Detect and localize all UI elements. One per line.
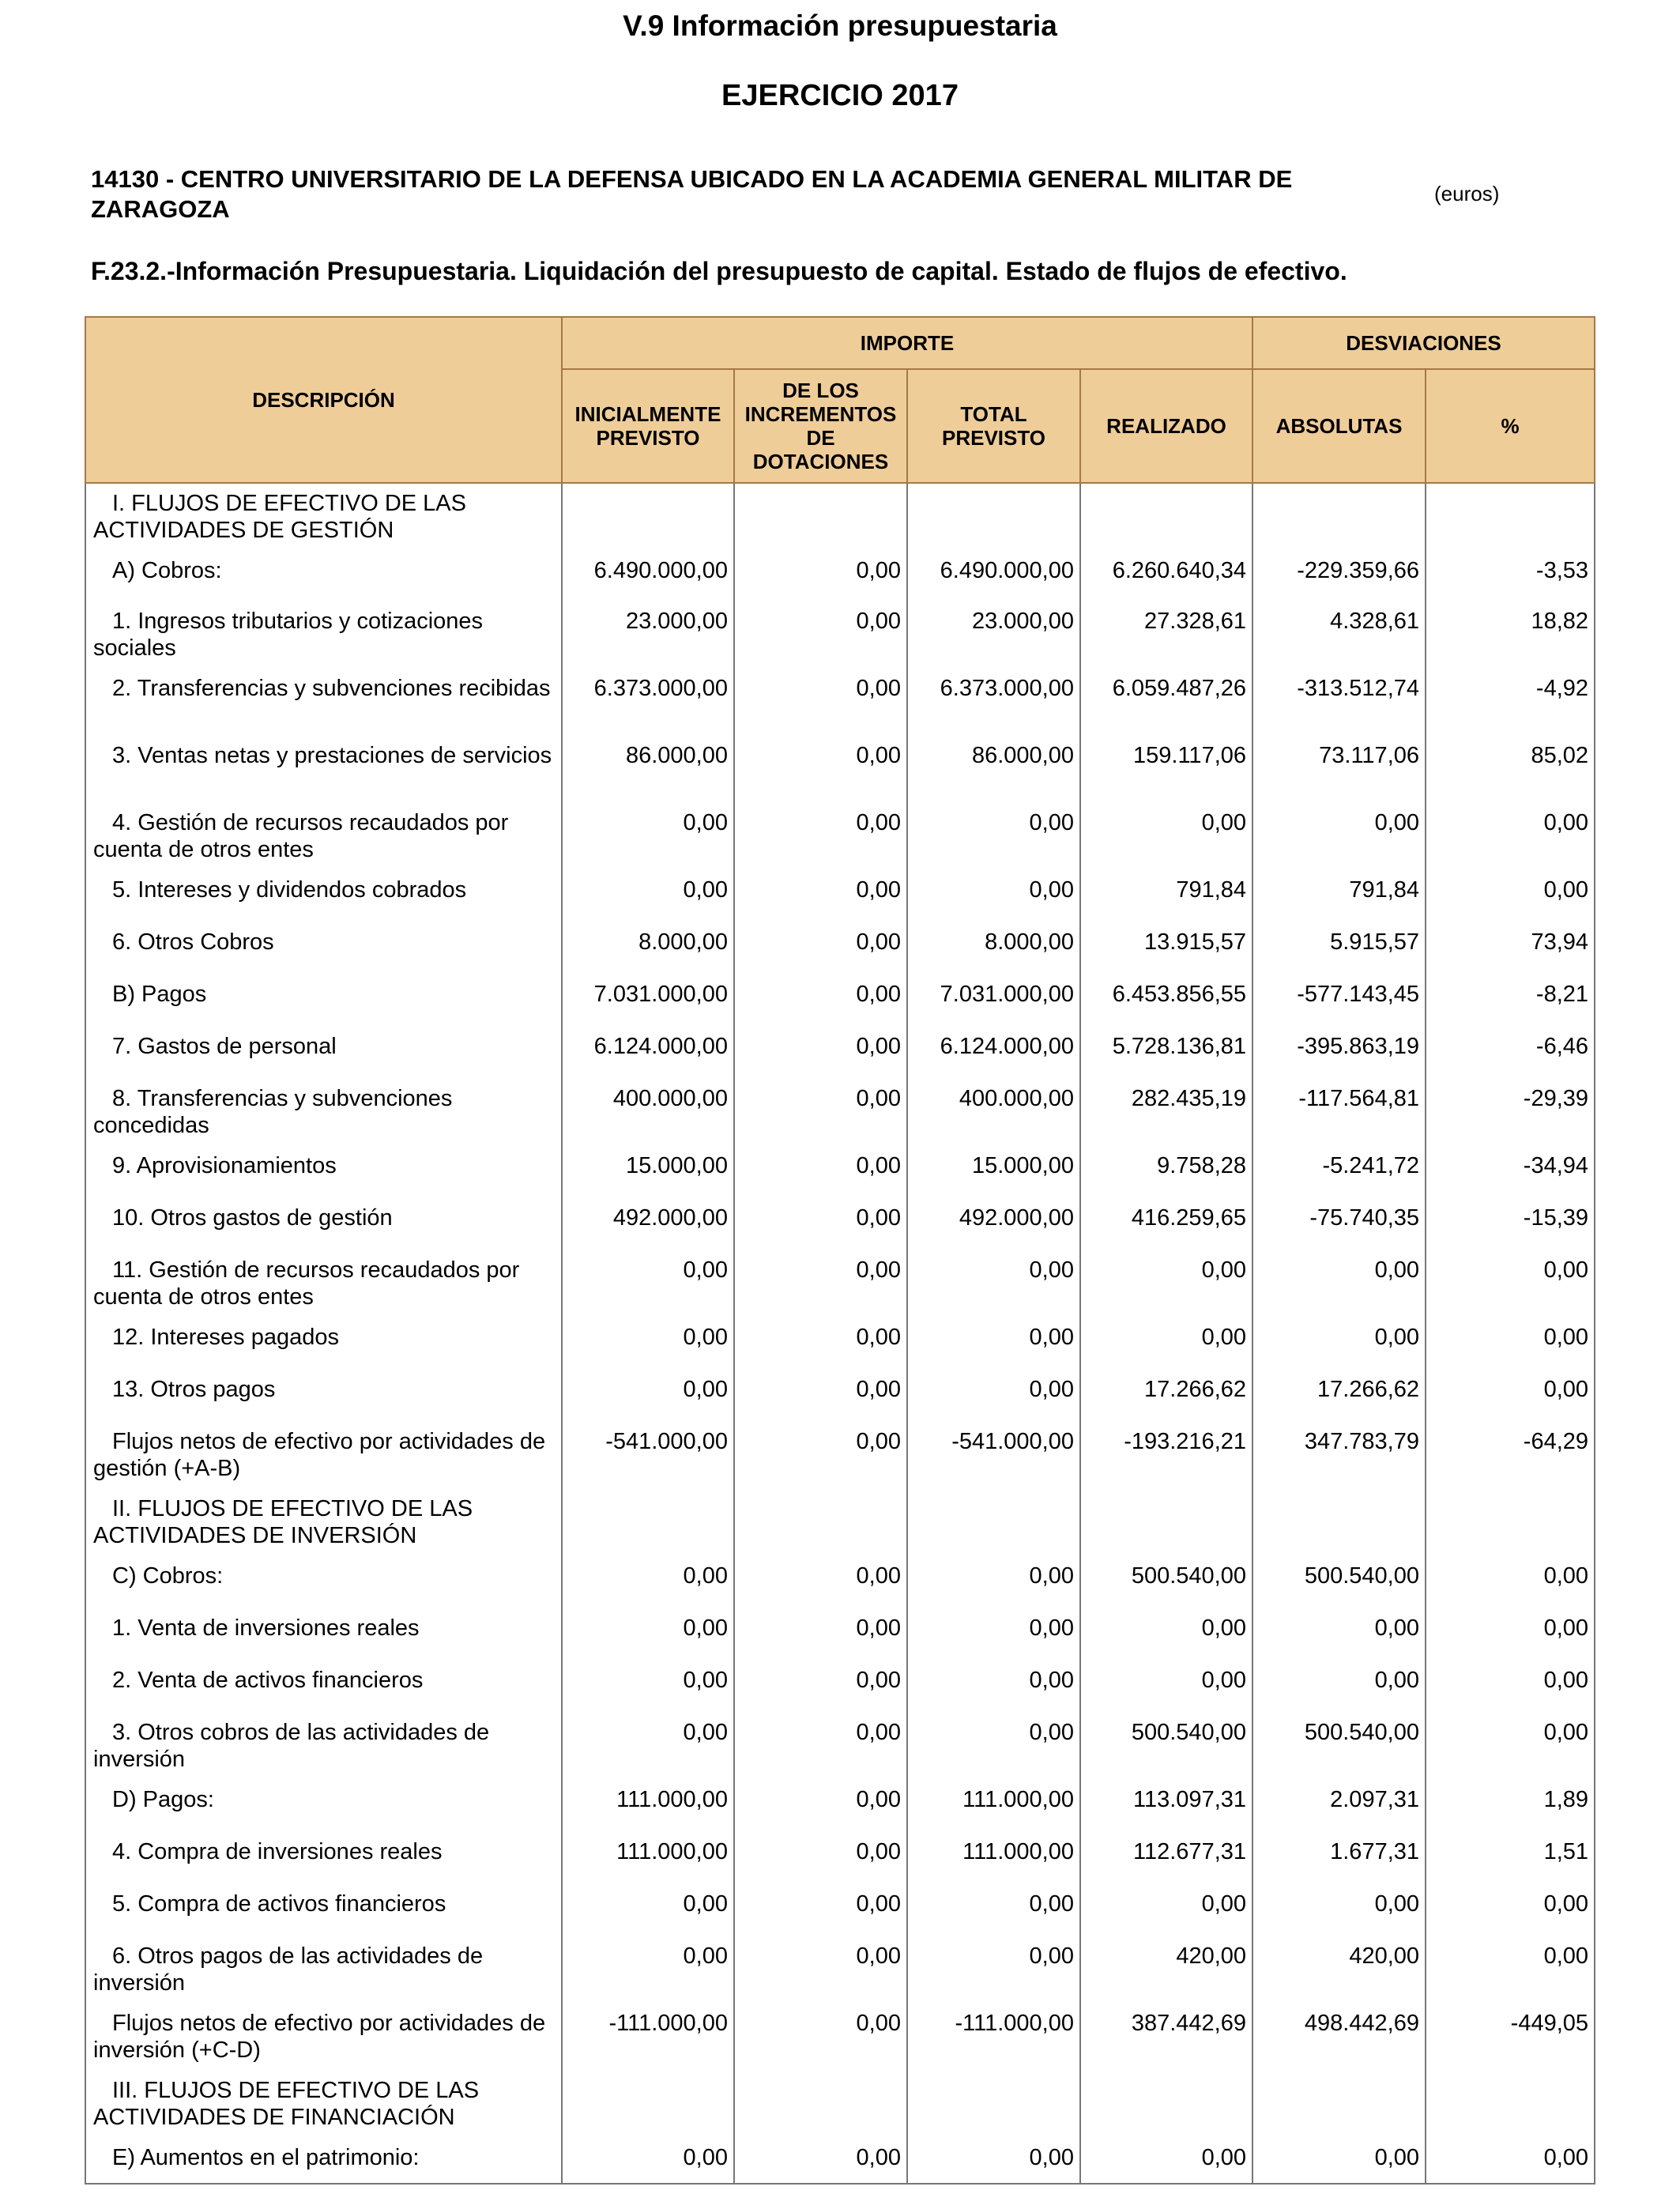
report-subtitle: F.23.2.-Información Presupuestaria. Liquidación del presupuesto de capital. Estado de flujos de efectivo. — [91, 257, 1347, 285]
row-value: 6.124.000,00 — [562, 1027, 734, 1079]
row-value: 0,00 — [562, 1936, 734, 2004]
row-value: 0,00 — [734, 870, 907, 922]
row-value: 0,00 — [562, 803, 734, 870]
row-value: 7.031.000,00 — [907, 974, 1080, 1027]
row-value: -15,39 — [1426, 1198, 1595, 1250]
row-value: 17.266,62 — [1252, 1370, 1426, 1422]
header-importe: IMPORTE — [562, 317, 1252, 369]
row-value: 0,00 — [1252, 803, 1426, 870]
row-value: 23.000,00 — [562, 601, 734, 669]
row-value: 5.728.136,81 — [1080, 1027, 1252, 1079]
row-value: -3,53 — [1426, 551, 1595, 601]
row-description: 5. Compra de activos financieros — [85, 1884, 562, 1936]
row-value: 0,00 — [907, 1250, 1080, 1318]
row-value: 0,00 — [907, 1713, 1080, 1780]
row-value: -75.740,35 — [1252, 1198, 1426, 1250]
row-value: 791,84 — [1080, 870, 1252, 922]
row-value: 0,00 — [1426, 1250, 1595, 1318]
table-row — [85, 2071, 1595, 2138]
row-value: 8.000,00 — [562, 922, 734, 974]
row-description: A) Cobros: — [85, 551, 562, 601]
row-value: 500.540,00 — [1080, 1713, 1252, 1780]
row-value: 23.000,00 — [907, 601, 1080, 669]
row-value: 6.373.000,00 — [562, 669, 734, 736]
table-row — [85, 1489, 1595, 1556]
row-value: 0,00 — [1080, 1661, 1252, 1713]
row-value: 500.540,00 — [1252, 1713, 1426, 1780]
table-body — [85, 483, 1595, 2184]
row-value: 0,00 — [907, 1608, 1080, 1661]
row-description: I. FLUJOS DE EFECTIVO DE LAS ACTIVIDADES DE GESTIÓN — [85, 483, 562, 551]
row-value: 0,00 — [1426, 1318, 1595, 1370]
row-value: -29,39 — [1426, 1079, 1595, 1146]
row-value: 113.097,31 — [1080, 1780, 1252, 1832]
row-value: 0,00 — [562, 1370, 734, 1422]
row-value: -449,05 — [1426, 2004, 1595, 2071]
row-value: -34,94 — [1426, 1146, 1595, 1198]
row-description: 5. Intereses y dividendos cobrados — [85, 870, 562, 922]
row-value: -6,46 — [1426, 1027, 1595, 1079]
row-value — [1080, 2071, 1252, 2138]
row-value — [1252, 483, 1426, 551]
row-value: 6.453.856,55 — [1080, 974, 1252, 1027]
row-value: 0,00 — [1252, 1884, 1426, 1936]
row-value: 347.783,79 — [1252, 1422, 1426, 1489]
row-value: 0,00 — [907, 1884, 1080, 1936]
row-value: 0,00 — [734, 1422, 907, 1489]
row-value: 0,00 — [907, 1936, 1080, 2004]
row-value: 0,00 — [734, 736, 907, 803]
row-value: 0,00 — [734, 922, 907, 974]
row-value: 17.266,62 — [1080, 1370, 1252, 1422]
row-value: 8.000,00 — [907, 922, 1080, 974]
row-value: 6.490.000,00 — [907, 551, 1080, 601]
row-value — [562, 1489, 734, 1556]
row-value: 492.000,00 — [562, 1198, 734, 1250]
row-value: 7.031.000,00 — [562, 974, 734, 1027]
row-value: 0,00 — [1080, 1318, 1252, 1370]
row-value: 0,00 — [562, 2138, 734, 2184]
table-row — [85, 1884, 1595, 1936]
row-value: 0,00 — [907, 1318, 1080, 1370]
row-value: 0,00 — [907, 1661, 1080, 1713]
row-value: 420,00 — [1252, 1936, 1426, 2004]
table-row — [85, 1370, 1595, 1422]
row-value: 0,00 — [1252, 2138, 1426, 2184]
row-value: 0,00 — [562, 1608, 734, 1661]
header-total-previsto: TOTAL PREVISTO — [907, 369, 1080, 483]
row-value — [1426, 2071, 1595, 2138]
row-value: 111.000,00 — [562, 1832, 734, 1884]
table-row — [85, 669, 1595, 736]
row-description: C) Cobros: — [85, 1556, 562, 1608]
row-value: 0,00 — [734, 1608, 907, 1661]
row-value: 111.000,00 — [907, 1832, 1080, 1884]
row-description: Flujos netos de efectivo por actividades de gestión (+A-B) — [85, 1422, 562, 1489]
row-value: 112.677,31 — [1080, 1832, 1252, 1884]
row-description: 12. Intereses pagados — [85, 1318, 562, 1370]
row-value: -541.000,00 — [907, 1422, 1080, 1489]
row-value: -193.216,21 — [1080, 1422, 1252, 1489]
units-label: (euros) — [1434, 182, 1500, 205]
cash-flow-table — [85, 316, 1595, 2185]
row-value: 73,94 — [1426, 922, 1595, 974]
row-value: 400.000,00 — [562, 1079, 734, 1146]
row-value: 85,02 — [1426, 736, 1595, 803]
header-porcentaje: % — [1426, 369, 1595, 483]
row-value: 0,00 — [907, 2138, 1080, 2184]
table-row — [85, 1780, 1595, 1832]
row-value: 18,82 — [1426, 601, 1595, 669]
row-value: 0,00 — [907, 870, 1080, 922]
table-row — [85, 1608, 1595, 1661]
table-row — [85, 974, 1595, 1027]
row-value: -8,21 — [1426, 974, 1595, 1027]
row-value: 6.490.000,00 — [562, 551, 734, 601]
row-value — [734, 1489, 907, 1556]
row-value: 15.000,00 — [907, 1146, 1080, 1198]
row-value: 0,00 — [734, 2138, 907, 2184]
row-value — [1426, 1489, 1595, 1556]
row-value: 0,00 — [734, 1318, 907, 1370]
row-value: 27.328,61 — [1080, 601, 1252, 669]
row-value: 0,00 — [907, 1370, 1080, 1422]
row-value — [1252, 2071, 1426, 2138]
header-desviaciones: DESVIACIONES — [1252, 317, 1595, 369]
row-value: 400.000,00 — [907, 1079, 1080, 1146]
row-value — [562, 483, 734, 551]
row-value: 0,00 — [907, 1556, 1080, 1608]
row-value: 416.259,65 — [1080, 1198, 1252, 1250]
row-value: 0,00 — [734, 1250, 907, 1318]
row-description: 2. Transferencias y subvenciones recibidas — [85, 669, 562, 736]
row-value: 0,00 — [734, 1713, 907, 1780]
row-value: 0,00 — [562, 870, 734, 922]
row-value: 9.758,28 — [1080, 1146, 1252, 1198]
row-value: 0,00 — [734, 1370, 907, 1422]
row-value: 0,00 — [734, 1884, 907, 1936]
row-value — [1080, 483, 1252, 551]
row-value: 0,00 — [907, 803, 1080, 870]
row-value: 500.540,00 — [1252, 1556, 1426, 1608]
row-value: 0,00 — [734, 1780, 907, 1832]
row-description: 11. Gestión de recursos recaudados por cuenta de otros entes — [85, 1250, 562, 1318]
row-value: 500.540,00 — [1080, 1556, 1252, 1608]
row-value — [907, 1489, 1080, 1556]
row-value: 6.059.487,26 — [1080, 669, 1252, 736]
row-value: 0,00 — [734, 1198, 907, 1250]
row-value: 0,00 — [734, 669, 907, 736]
row-value: 6.373.000,00 — [907, 669, 1080, 736]
row-value: 0,00 — [1426, 2138, 1595, 2184]
row-description: 4. Compra de inversiones reales — [85, 1832, 562, 1884]
table-row — [85, 1198, 1595, 1250]
row-value: 0,00 — [1426, 870, 1595, 922]
row-value: 0,00 — [562, 1661, 734, 1713]
row-value — [734, 483, 907, 551]
row-value: 282.435,19 — [1080, 1079, 1252, 1146]
row-value: 0,00 — [562, 1318, 734, 1370]
row-value: 0,00 — [734, 2004, 907, 2071]
row-value: 159.117,06 — [1080, 736, 1252, 803]
row-description: 13. Otros pagos — [85, 1370, 562, 1422]
row-description: 9. Aprovisionamientos — [85, 1146, 562, 1198]
row-value: 0,00 — [1252, 1661, 1426, 1713]
row-value: 0,00 — [734, 1027, 907, 1079]
row-value: 0,00 — [562, 1556, 734, 1608]
row-value: 492.000,00 — [907, 1198, 1080, 1250]
row-value: 0,00 — [1080, 1250, 1252, 1318]
row-value: -117.564,81 — [1252, 1079, 1426, 1146]
row-value: 498.442,69 — [1252, 2004, 1426, 2071]
table-row — [85, 1146, 1595, 1198]
table-row — [85, 1713, 1595, 1780]
table-row — [85, 870, 1595, 922]
row-value: -4,92 — [1426, 669, 1595, 736]
row-description: 2. Venta de activos financieros — [85, 1661, 562, 1713]
row-value — [907, 483, 1080, 551]
row-value: 0,00 — [734, 1079, 907, 1146]
row-value: 0,00 — [1426, 803, 1595, 870]
row-value: 0,00 — [1080, 1884, 1252, 1936]
row-value: 0,00 — [734, 1146, 907, 1198]
row-value: -313.512,74 — [1252, 669, 1426, 736]
row-value — [1252, 1489, 1426, 1556]
row-value: 2.097,31 — [1252, 1780, 1426, 1832]
row-value: 0,00 — [734, 803, 907, 870]
row-value: 73.117,06 — [1252, 736, 1426, 803]
row-value: 0,00 — [1080, 803, 1252, 870]
row-description: 1. Venta de inversiones reales — [85, 1608, 562, 1661]
row-value: 5.915,57 — [1252, 922, 1426, 974]
header-inicialmente-previsto: INICIALMENTE PREVISTO — [562, 369, 734, 483]
row-description: 6. Otros Cobros — [85, 922, 562, 974]
row-description: 3. Otros cobros de las actividades de inversión — [85, 1713, 562, 1780]
table-row — [85, 551, 1595, 601]
row-value: 0,00 — [1426, 1608, 1595, 1661]
table-row — [85, 1027, 1595, 1079]
row-value: 0,00 — [734, 1556, 907, 1608]
row-description: 6. Otros pagos de las actividades de inversión — [85, 1936, 562, 2004]
row-value: 0,00 — [562, 1713, 734, 1780]
row-value: 0,00 — [1252, 1250, 1426, 1318]
exercise-title: EJERCICIO 2017 — [721, 79, 959, 112]
row-value: 0,00 — [1252, 1608, 1426, 1661]
row-description: B) Pagos — [85, 974, 562, 1027]
row-value — [1426, 483, 1595, 551]
row-value: -541.000,00 — [562, 1422, 734, 1489]
table-row — [85, 1318, 1595, 1370]
row-description: Flujos netos de efectivo por actividades de inversión (+C-D) — [85, 2004, 562, 2071]
table-row — [85, 1556, 1595, 1608]
table-row — [85, 736, 1595, 803]
row-description: D) Pagos: — [85, 1780, 562, 1832]
row-value: 0,00 — [734, 1832, 907, 1884]
table-row — [85, 483, 1595, 551]
row-value: 111.000,00 — [907, 1780, 1080, 1832]
row-value: 0,00 — [1426, 1661, 1595, 1713]
row-value: 6.260.640,34 — [1080, 551, 1252, 601]
row-value: 0,00 — [1252, 1318, 1426, 1370]
row-description: III. FLUJOS DE EFECTIVO DE LAS ACTIVIDADES DE FINANCIACIÓN — [85, 2071, 562, 2138]
table-row — [85, 803, 1595, 870]
table-row — [85, 1661, 1595, 1713]
table-row — [85, 1832, 1595, 1884]
row-description: 8. Transferencias y subvenciones concedidas — [85, 1079, 562, 1146]
row-value: 86.000,00 — [907, 736, 1080, 803]
table-row — [85, 2138, 1595, 2184]
row-value: 0,00 — [1426, 1556, 1595, 1608]
row-value: 387.442,69 — [1080, 2004, 1252, 2071]
row-value: -64,29 — [1426, 1422, 1595, 1489]
row-description: 3. Ventas netas y prestaciones de servicios — [85, 736, 562, 803]
row-value: 1.677,31 — [1252, 1832, 1426, 1884]
row-value: 0,00 — [734, 1661, 907, 1713]
row-value: 111.000,00 — [562, 1780, 734, 1832]
row-value: 13.915,57 — [1080, 922, 1252, 974]
row-value: 0,00 — [1426, 1884, 1595, 1936]
row-description: 4. Gestión de recursos recaudados por cuenta de otros entes — [85, 803, 562, 870]
row-value: 6.124.000,00 — [907, 1027, 1080, 1079]
row-value: 4.328,61 — [1252, 601, 1426, 669]
row-value: 1,51 — [1426, 1832, 1595, 1884]
row-value: -111.000,00 — [907, 2004, 1080, 2071]
row-value: -395.863,19 — [1252, 1027, 1426, 1079]
row-value: 0,00 — [734, 974, 907, 1027]
table-row — [85, 922, 1595, 974]
header-absolutas: ABSOLUTAS — [1252, 369, 1426, 483]
header-incrementos: DE LOS INCREMENTOS DE DOTACIONES — [734, 369, 907, 483]
row-description: E) Aumentos en el patrimonio: — [85, 2138, 562, 2184]
row-value: 1,89 — [1426, 1780, 1595, 1832]
table-row — [85, 1422, 1595, 1489]
row-value: -577.143,45 — [1252, 974, 1426, 1027]
table-row — [85, 1936, 1595, 2004]
row-value: 0,00 — [1426, 1370, 1595, 1422]
row-value: -229.359,66 — [1252, 551, 1426, 601]
page-title: V.9 Información presupuestaria — [623, 9, 1057, 42]
table-row — [85, 1250, 1595, 1318]
row-value: 0,00 — [1426, 1713, 1595, 1780]
header-descripcion: DESCRIPCIÓN — [85, 317, 562, 483]
row-value — [734, 2071, 907, 2138]
row-value: -5.241,72 — [1252, 1146, 1426, 1198]
row-value: 0,00 — [734, 551, 907, 601]
row-value: 15.000,00 — [562, 1146, 734, 1198]
row-value: 0,00 — [562, 1250, 734, 1318]
table-row — [85, 601, 1595, 669]
row-value — [907, 2071, 1080, 2138]
row-value: 86.000,00 — [562, 736, 734, 803]
row-description: 7. Gastos de personal — [85, 1027, 562, 1079]
row-value: 791,84 — [1252, 870, 1426, 922]
row-value: 0,00 — [734, 601, 907, 669]
row-value — [562, 2071, 734, 2138]
row-value: 0,00 — [562, 1884, 734, 1936]
table-row — [85, 1079, 1595, 1146]
row-value: 0,00 — [1080, 1608, 1252, 1661]
header-realizado: REALIZADO — [1080, 369, 1252, 483]
row-value: 420,00 — [1080, 1936, 1252, 2004]
row-value: -111.000,00 — [562, 2004, 734, 2071]
table-row — [85, 2004, 1595, 2071]
row-description: II. FLUJOS DE EFECTIVO DE LAS ACTIVIDADES DE INVERSIÓN — [85, 1489, 562, 1556]
row-value: 0,00 — [1426, 1936, 1595, 2004]
row-description: 1. Ingresos tributarios y cotizaciones sociales — [85, 601, 562, 669]
row-value — [1080, 1489, 1252, 1556]
row-value: 0,00 — [734, 1936, 907, 2004]
entity-name: 14130 - CENTRO UNIVERSITARIO DE LA DEFENSA UBICADO EN LA ACADEMIA GENERAL MILITAR DE ZARAGOZA — [91, 165, 1293, 223]
row-value: 0,00 — [1080, 2138, 1252, 2184]
row-description: 10. Otros gastos de gestión — [85, 1198, 562, 1250]
